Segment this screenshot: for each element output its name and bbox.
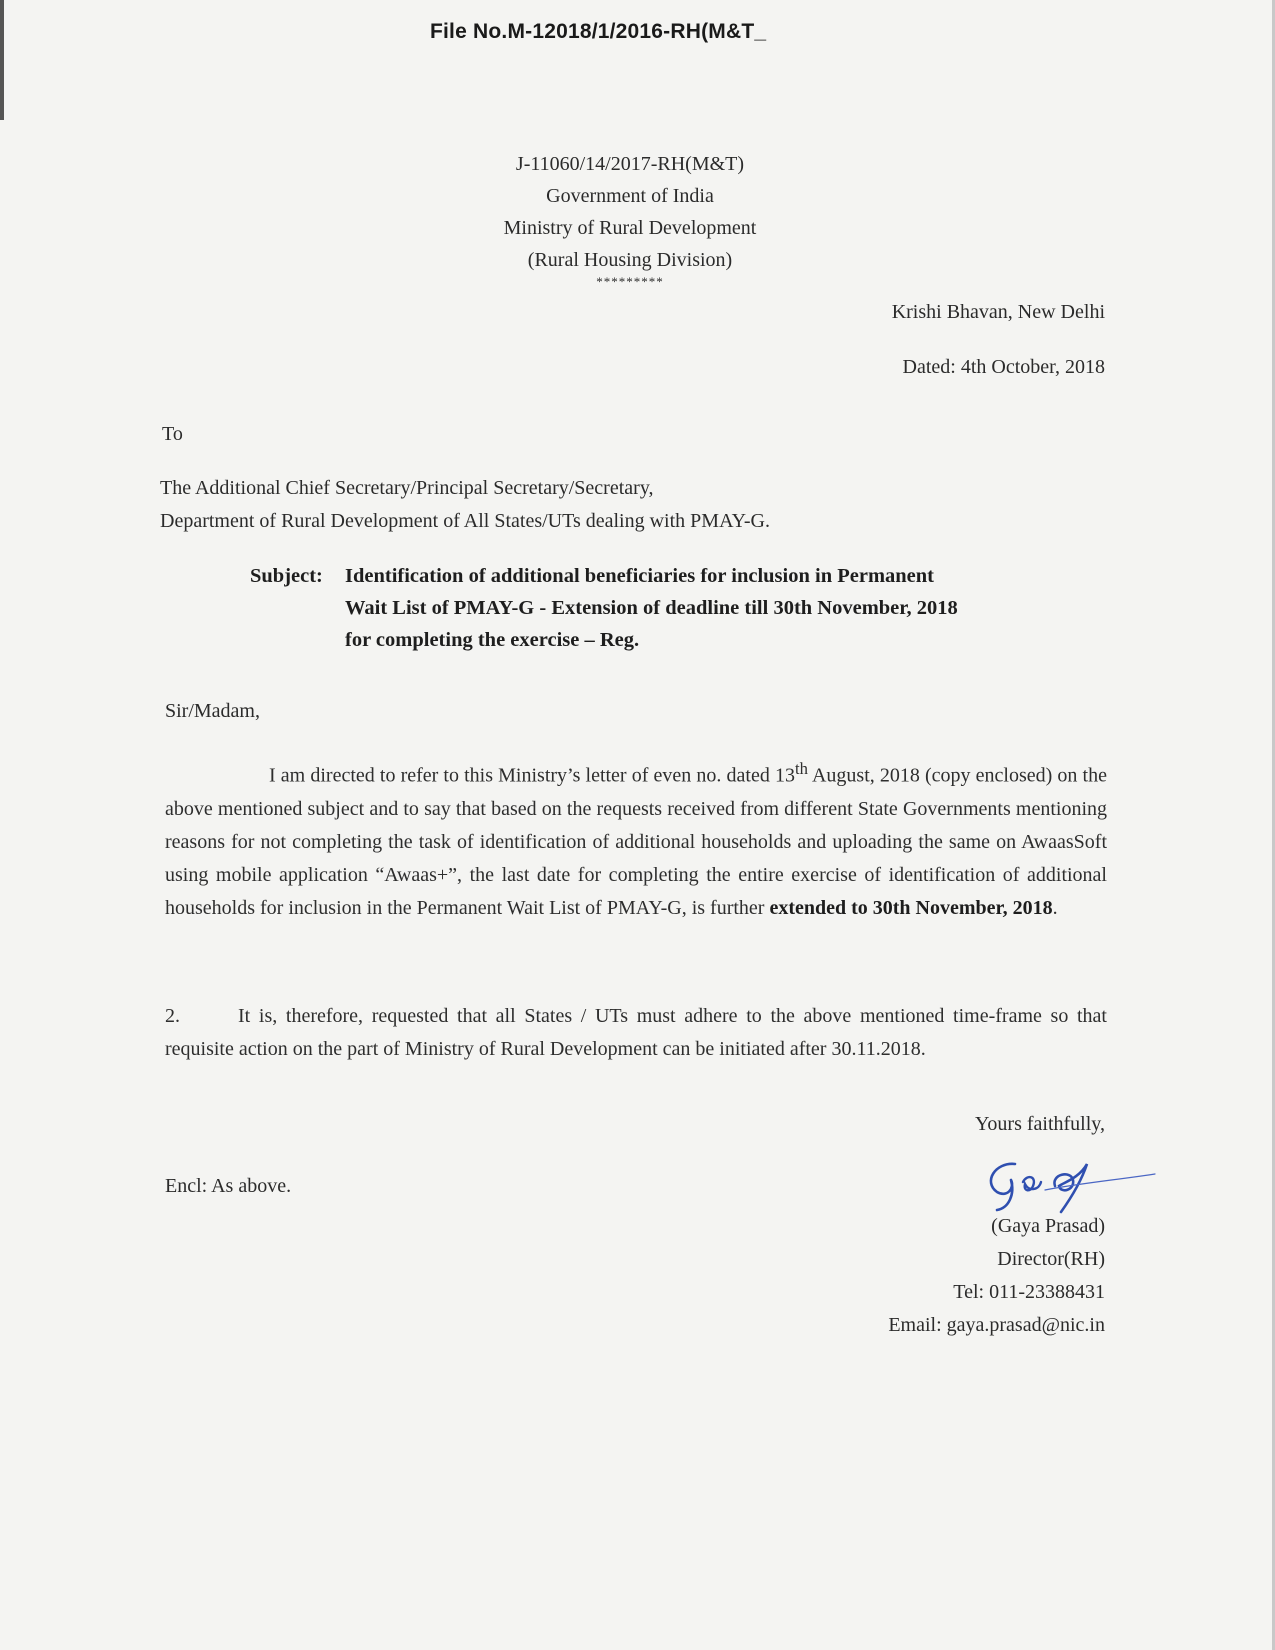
salutation: Sir/Madam, xyxy=(165,700,260,722)
signatory-email: Email: gaya.prasad@nic.in xyxy=(888,1314,1105,1336)
letterhead-government: Government of India xyxy=(546,185,714,207)
signatory-designation: Director(RH) xyxy=(997,1248,1105,1270)
signatory-block xyxy=(888,1210,1105,1342)
addressee-line-2: Department of Rural Development of All States/UTs dealing with PMAY-G. xyxy=(160,510,770,532)
to-label: To xyxy=(162,423,183,445)
paragraph-1-text-a: I am directed to refer to this Ministry’s letter of even no. dated 13 xyxy=(269,764,795,787)
letterhead-stars: ********* xyxy=(596,274,664,289)
subject-line-1: Identification of additional beneficiaries for inclusion in Permanent xyxy=(345,565,934,587)
letterhead-ministry: Ministry of Rural Development xyxy=(503,217,757,239)
letterhead-division: (Rural Housing Division) xyxy=(527,249,733,271)
paragraph-1-text-b: August, 2018 (copy enclosed) on the above mentioned subject and to say that based on the requests received from different State Governments mentioning reasons for not completing the task of identification of additional households and uploading the same on AwaasSoft using mobile application “Awaas+”, the last date for completing the entire exercise of identification of additional households for inclusion in the Permanent Wait List of PMAY-G, is further xyxy=(165,764,1107,919)
date: Dated: 4th October, 2018 xyxy=(902,356,1105,378)
enclosure: Encl: As above. xyxy=(165,1175,292,1197)
place: Krishi Bhavan, New Delhi xyxy=(891,301,1105,323)
subject-block xyxy=(250,560,1105,656)
signatory-tel: Tel: 011-23388431 xyxy=(953,1281,1105,1303)
signatory-name: (Gaya Prasad) xyxy=(991,1215,1105,1237)
paragraph-2-number: 2. xyxy=(165,1005,180,1027)
paragraph-2 xyxy=(165,1000,1107,1066)
subject-label: Subject: xyxy=(250,565,323,587)
subject-line-3: for completing the exercise – Reg. xyxy=(345,629,640,651)
closing: Yours faithfully, xyxy=(974,1113,1105,1135)
addressee-line-1: The Additional Chief Secretary/Principal Secretary/Secretary, xyxy=(160,477,654,499)
addressee xyxy=(160,472,770,538)
paragraph-1-bold: extended to 30th November, 2018 xyxy=(769,896,1053,919)
subject-line-2: Wait List of PMAY-G - Extension of deadline till 30th November, 2018 xyxy=(345,597,958,619)
reference-number: J-11060/14/2017-RH(M&T) xyxy=(515,153,745,175)
paragraph-1-end: . xyxy=(1052,896,1058,919)
paragraph-1-superscript: th xyxy=(794,759,808,778)
file-number: File No.M-12018/1/2016-RH(M&T_ xyxy=(430,20,767,43)
paragraph-1 xyxy=(165,752,1107,925)
letterhead xyxy=(440,148,820,290)
paragraph-2-text: It is, therefore, requested that all States / UTs must adhere to the above mentioned time-frame so that requisite action on the part of Ministry of Rural Development can be initiated after 30.11.2018. xyxy=(165,1005,1107,1060)
scan-edge-left xyxy=(0,0,4,120)
